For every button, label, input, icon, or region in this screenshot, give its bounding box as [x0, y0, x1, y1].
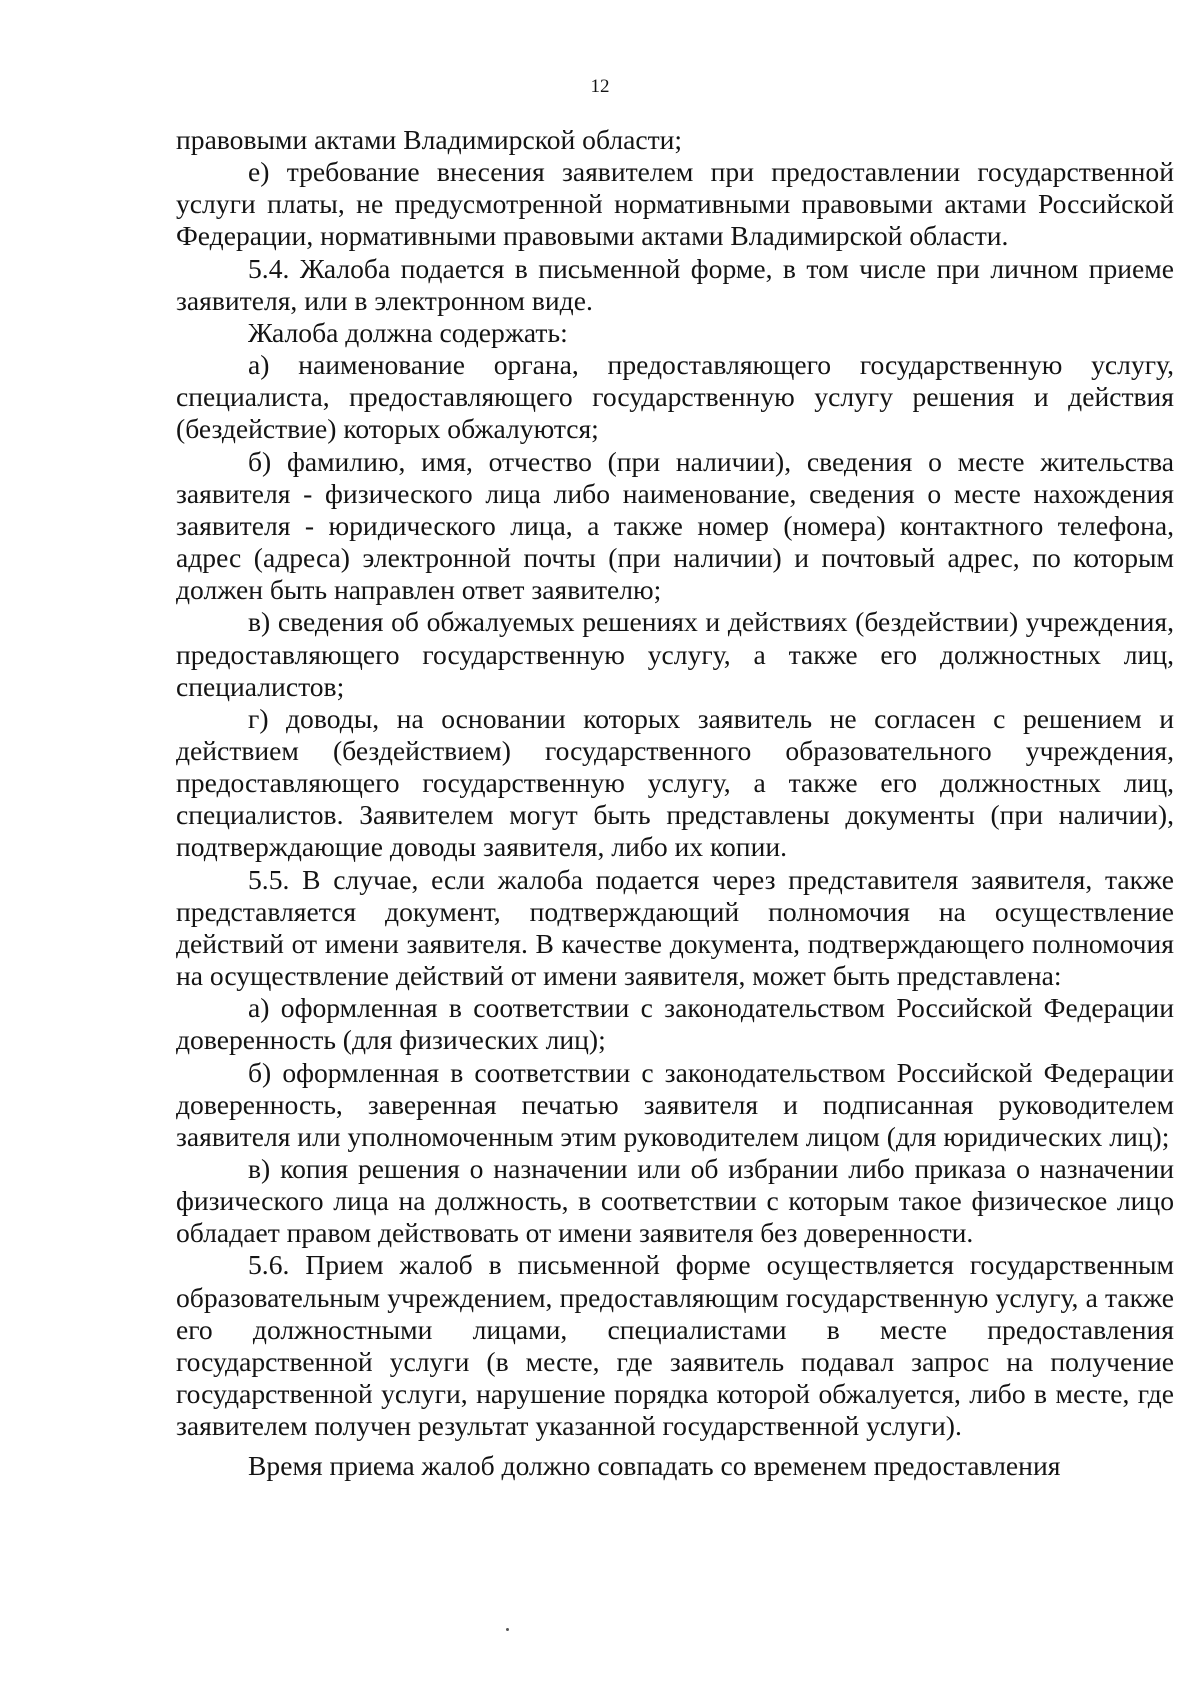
- paragraph-5-5-item-a: а) оформленная в соответствии с законодательством Российской Федерации доверенность (для физических лиц);: [176, 992, 1174, 1056]
- paragraph-item-v: в) сведения об обжалуемых решениях и действиях (бездействии) учреждения, предоставляющего государственную услугу, а также его должностных лиц, специалистов;: [176, 606, 1174, 702]
- paragraph-item-g: г) доводы, на основании которых заявитель не согласен с решением и действием (бездействием) государственного образовательного учреждения, предоставляющего государственную услугу, а также его должностных лиц, специалистов. Заявителем могут быть представлены документы (при наличии), подтверждающие доводы заявителя, либо их копии.: [176, 702, 1174, 863]
- paragraph-5-6: 5.6. Прием жалоб в письменной форме осуществляется государственным образовательным учреждением, предоставляющим государственную услугу, а также его должностными лицами, специалистами в месте предоставления государственной услуги (в месте, где заявитель подавал запрос на получение государственной услуги, нарушение порядка которой обжалуется, либо в месте, где заявителем получен результат указанной государственной услуги).: [176, 1249, 1174, 1442]
- paragraph-5-5-item-v: в) копия решения о назначении или об избрании либо приказа о назначении физического лица на должность, в соответствии с которым такое физическое лицо обладает правом действовать от имени заявителя без доверенности.: [176, 1153, 1174, 1249]
- paragraph-5-5-item-b: б) оформленная в соответствии с законодательством Российской Федерации доверенность, заверенная печатью заявителя и подписанная руководителем заявителя или уполномоченным этим руководителем лицом (для юридических лиц);: [176, 1056, 1174, 1152]
- paragraph-reception-time: Время приема жалоб должно совпадать со временем предоставления: [248, 1450, 1061, 1482]
- paragraph-5-4: 5.4. Жалоба подается в письменной форме, в том числе при личном приеме заявителя, или в электронном виде.: [176, 252, 1174, 316]
- paragraph-item-a: а) наименование органа, предоставляющего государственную услугу, специалиста, предоставляющего государственную услугу решения и действия (бездействие) которых обжалуются;: [176, 349, 1174, 445]
- paragraph-5-5: 5.5. В случае, если жалоба подается через представителя заявителя, также представляется документ, подтверждающий полномочия на осуществление действий от имени заявителя. В качестве документа, подтверждающего полномочия на осуществление действий от имени заявителя, может быть представлена:: [176, 863, 1174, 992]
- scan-speck: [506, 1628, 509, 1631]
- paragraph-complaint-contents: Жалоба должна содержать:: [248, 316, 568, 348]
- paragraph-continuation: правовыми актами Владимирской области;: [176, 124, 683, 155]
- paragraph-item-b: б) фамилию, имя, отчество (при наличии), сведения о месте жительства заявителя - физического лица либо наименование, сведения о месте нахождения заявителя - юридического лица, а также номер (номера) контактного телефона, адрес (адреса) электронной почты (при наличии) и почтовый адрес, по которым должен быть направлен ответ заявителю;: [176, 445, 1174, 606]
- paragraph-item-e: е) требование внесения заявителем при предоставлении государственной услуги платы, не предусмотренной нормативными правовыми актами Российской Федерации, нормативными правовыми актами Владимирской области.: [176, 156, 1174, 252]
- page-number: 12: [590, 76, 610, 97]
- document-body: [176, 124, 1174, 1483]
